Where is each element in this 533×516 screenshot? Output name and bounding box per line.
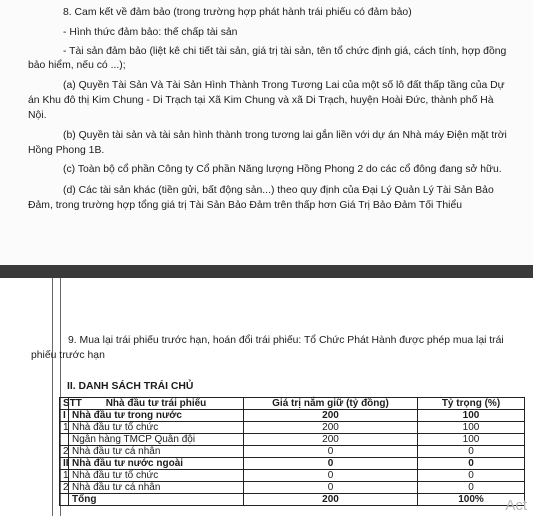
- section-8-title: 8. Cam kết về đảm bảo (trong trường hợp phát hành trái phiếu có đảm bảo): [63, 7, 412, 18]
- table-total-row: [60, 494, 525, 506]
- table-row: [60, 422, 525, 434]
- header-share: Tỷ trọng (%): [418, 398, 525, 410]
- cell-share: 0: [418, 458, 525, 470]
- section-9-line-2: phiếu trước hạn: [31, 350, 105, 361]
- cell-stt: 2: [60, 446, 69, 458]
- lower-page: [0, 278, 533, 516]
- page-separator: [0, 265, 533, 278]
- guarantee-assets-line-2: bảo hiểm, nếu có ...);: [28, 60, 126, 71]
- cell-investor: Nhà đầu tư cá nhân: [69, 446, 244, 458]
- cell-stt: 1: [60, 470, 69, 482]
- cell-value: 200: [244, 434, 418, 446]
- cell-investor: Nhà đầu tư tổ chức: [69, 470, 244, 482]
- cell-stt: [60, 434, 69, 446]
- header-value: Giá trị nắm giữ (tỷ đồng): [244, 398, 418, 410]
- cell-value: 200: [244, 422, 418, 434]
- section-9-line-1: 9. Mua lại trái phiếu trước hạn, hoán đổi trái phiếu: Tổ Chức Phát Hành được phép mua lại trái: [68, 335, 504, 346]
- cell-investor: Tổng: [69, 494, 244, 506]
- cell-stt: 1: [60, 422, 69, 434]
- cell-stt: II: [60, 458, 69, 470]
- item-d-line-1: (d) Các tài sản khác (tiền gửi, bất động sản...) theo quy định của Đại Lý Quản Lý Tài Sản Bảo: [63, 185, 494, 196]
- table-row: [60, 410, 525, 422]
- table-row: [60, 434, 525, 446]
- guarantee-assets-line-1: - Tài sản đảm bảo (liệt kê chi tiết tài sản, giá trị tài sản, tên tổ chức định giá, cách tính, hợp đồng: [63, 46, 507, 57]
- cell-value: 200: [244, 410, 418, 422]
- cell-value: 0: [244, 458, 418, 470]
- item-a-line-3: Nội.: [28, 110, 47, 121]
- cell-investor: Ngân hàng TMCP Quân đội: [69, 434, 244, 446]
- cell-investor: Nhà đầu tư nước ngoài: [69, 458, 244, 470]
- cell-stt: 2: [60, 482, 69, 494]
- cell-share: 100: [418, 410, 525, 422]
- bondholder-table: [59, 397, 525, 506]
- header-investor: Nhà đầu tư trái phiếu: [69, 398, 244, 410]
- cell-share: 0: [418, 482, 525, 494]
- item-a-line-2: án Khu đô thị Kim Chung - Di Trạch tại Xã Kim Chung và xã Di Trạch, huyện Hoài Đức, thành phố Hà: [28, 95, 494, 106]
- cell-share: 0: [418, 470, 525, 482]
- table-row: [60, 446, 525, 458]
- activation-watermark: Act: [505, 497, 527, 514]
- item-b-line-1: (b) Quyền tài sản và tài sản hình thành trong tương lai gắn liền với dự án Nhà máy Điện mặt trời: [63, 130, 507, 141]
- cell-share: 100: [418, 434, 525, 446]
- table-row: [60, 470, 525, 482]
- item-d-line-2: Đảm, trong trường hợp tổng giá trị Tài Sản Bảo Đảm trên thấp hơn Giá Trị Bảo Đảm Tối Thiểu: [28, 200, 462, 211]
- cell-stt: [60, 494, 69, 506]
- item-b-line-2: Hồng Phong 1B.: [28, 145, 105, 156]
- table-row: [60, 482, 525, 494]
- cell-share: 100: [418, 422, 525, 434]
- margin-line-outer: [52, 278, 53, 516]
- cell-value: 0: [244, 482, 418, 494]
- cell-value: 0: [244, 470, 418, 482]
- cell-value: 200: [244, 494, 418, 506]
- table-row: [60, 458, 525, 470]
- header-stt: STT: [60, 398, 69, 410]
- cell-investor: Nhà đầu tư trong nước: [69, 410, 244, 422]
- table-header-row: [60, 398, 525, 410]
- cell-share: 0: [418, 446, 525, 458]
- item-a-line-1: (a) Quyền Tài Sản Và Tài Sản Hình Thành Trong Tương Lai của một số lô đất thấp tầng của Dự: [63, 80, 505, 91]
- cell-value: 0: [244, 446, 418, 458]
- cell-investor: Nhà đầu tư tổ chức: [69, 422, 244, 434]
- item-c-line-1: (c) Toàn bộ cổ phần Công ty Cổ phần Năng lượng Hồng Phong 2 do các cổ đông đang sở hữu.: [63, 164, 502, 175]
- cell-investor: Nhà đầu tư cá nhân: [69, 482, 244, 494]
- cell-stt: I: [60, 410, 69, 422]
- bondholder-list-heading: II. DANH SÁCH TRÁI CHỦ: [67, 381, 194, 392]
- cell-share: 100%: [418, 494, 525, 506]
- guarantee-form: - Hình thức đảm bảo: thế chấp tài sản: [63, 27, 238, 38]
